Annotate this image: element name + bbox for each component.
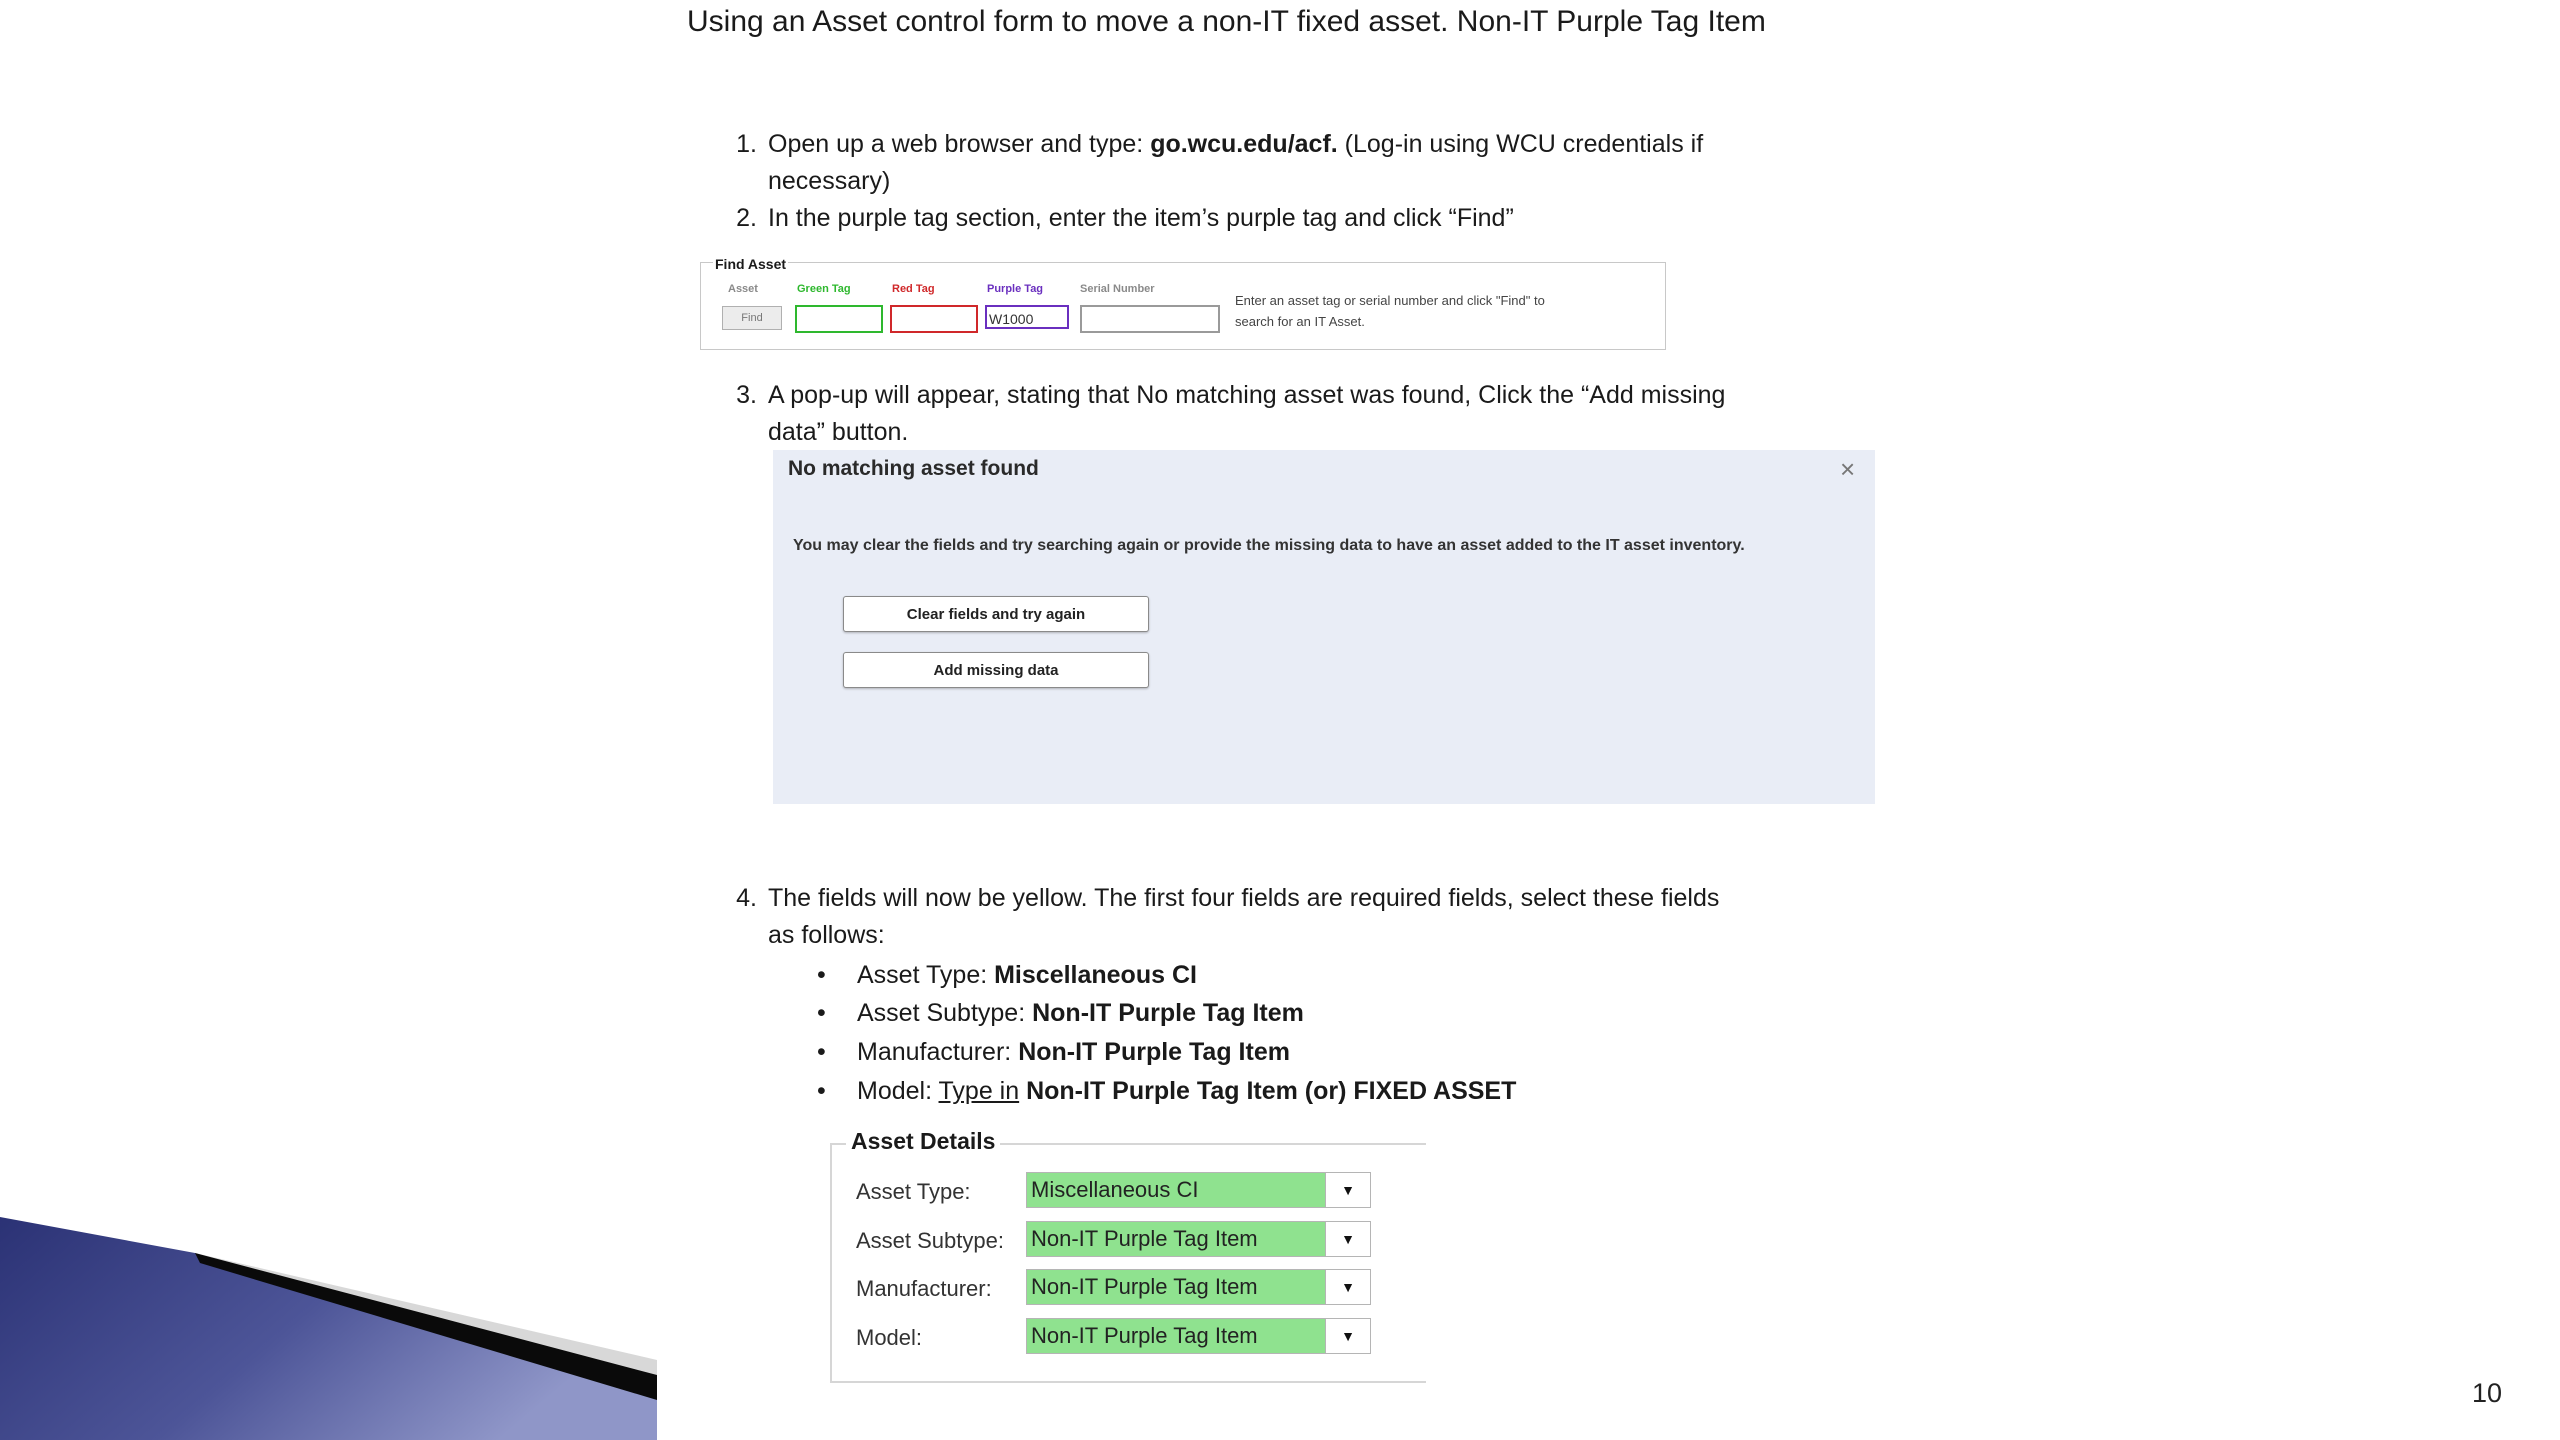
step-4-line-1: The fields will now be yellow. The first four fields are required fields, select these fields [768,884,1720,912]
step-3-line-1: A pop-up will appear, stating that No matching asset was found, Click the “Add missing [768,381,1726,409]
bullet-value: Non-IT Purple Tag Item (or) FIXED ASSET [1019,1077,1517,1105]
bullet-label: Asset Subtype: [857,999,1033,1027]
bullet-asset-type [817,957,1617,994]
step-1-line-2: necessary) [768,167,891,195]
step-2-number: 2. [736,204,757,232]
bullet-label: Asset Type: [857,961,995,989]
step-1-text-pre: Open up a web browser and type: [768,130,1151,158]
green-tag-input[interactable] [795,305,883,333]
manufacturer-label: Manufacturer: [856,1276,992,1301]
step-3-line-2: data” button. [768,418,909,446]
step-2-text: In the purple tag section, enter the item’s purple tag and click “Find” [768,204,1514,232]
serial-number-label: Serial Number [1080,283,1155,295]
bullet-value: Non-IT Purple Tag Item [1032,999,1304,1027]
find-asset-hint [1235,290,1655,332]
bullet-manufacturer [817,1034,1617,1071]
bullet-value: Miscellaneous CI [994,961,1197,989]
bullet-value: Non-IT Purple Tag Item [1018,1038,1290,1066]
chevron-down-icon[interactable]: ▼ [1325,1173,1370,1207]
asset-type-select[interactable] [1026,1172,1371,1208]
asset-type-label: Asset Type: [856,1179,971,1204]
asset-subtype-label: Asset Subtype: [856,1228,1004,1253]
step-1 [727,126,1827,200]
bullet-asset-subtype [817,995,1617,1032]
bullet-label: Model: [857,1077,939,1105]
asset-subtype-select[interactable] [1026,1221,1371,1257]
purple-tag-label: Purple Tag [987,283,1044,295]
chevron-down-icon[interactable]: ▼ [1325,1319,1370,1353]
clear-fields-button[interactable]: Clear fields and try again [843,596,1149,632]
add-missing-data-button[interactable]: Add missing data [843,652,1149,688]
model-label: Model: [856,1325,923,1350]
step-1-line-1 [768,126,1703,163]
model-select[interactable] [1026,1318,1371,1354]
red-tag-input[interactable] [890,305,978,333]
chevron-down-icon[interactable]: ▼ [1325,1222,1370,1256]
bullet-label: Manufacturer: [857,1038,1019,1066]
bullet-dot: • [817,1077,826,1105]
model-value: Non-IT Purple Tag Item [1031,1323,1258,1348]
bullet-dot: • [817,1038,826,1066]
red-tag-label: Red Tag [892,283,935,295]
find-asset-hint-line-2: search for an IT Asset. [1235,314,1365,329]
chevron-down-icon[interactable]: ▼ [1325,1270,1370,1304]
page-number: 10 [2472,1378,2503,1408]
slide-corner-decoration [0,1205,657,1440]
manufacturer-select[interactable] [1026,1269,1371,1305]
step-4-number: 4. [736,884,757,912]
step-4-line-2: as follows: [768,921,885,949]
find-button[interactable]: Find [722,306,782,330]
bullet-manufacturer-text [857,1034,1290,1071]
step-1-number: 1. [736,130,757,158]
manufacturer-value: Non-IT Purple Tag Item [1031,1274,1258,1299]
bullet-underlined-text: Type in [938,1077,1020,1105]
step-3 [727,377,1827,451]
green-tag-label: Green Tag [797,283,851,295]
dialog-title: No matching asset found [788,457,1039,480]
bullet-asset-subtype-text [857,995,1304,1032]
find-asset-title: Find Asset [715,256,787,272]
asset-details-title: Asset Details [846,1128,1000,1155]
step-1-text-post: (Log-in using WCU credentials if [1337,130,1704,158]
purple-tag-input[interactable]: W1000 [985,305,1069,329]
dialog-message: You may clear the fields and try searching again or provide the missing data to have an asset added to the IT asset inventory. [793,537,1745,554]
step-3-number: 3. [736,381,757,409]
bullet-dot: • [817,999,826,1027]
close-icon[interactable]: × [1840,454,1856,484]
asset-subtype-value: Non-IT Purple Tag Item [1031,1226,1258,1251]
step-4 [727,880,1827,954]
serial-number-input[interactable] [1080,305,1220,333]
corner-blue-shape [0,1217,657,1440]
step-2 [727,200,1827,237]
find-asset-hint-line-1: Enter an asset tag or serial number and click "Find" to [1235,293,1545,308]
bullet-asset-type-text [857,957,1197,994]
step-1-url: go.wcu.edu/acf. [1150,130,1338,158]
bullet-model [817,1073,1717,1110]
asset-label: Asset [728,283,758,295]
page-title: Using an Asset control form to move a non-IT fixed asset. Non-IT Purple Tag Item [687,5,1766,38]
asset-type-value: Miscellaneous CI [1031,1177,1199,1202]
bullet-dot: • [817,961,826,989]
bullet-model-text [857,1073,1516,1110]
